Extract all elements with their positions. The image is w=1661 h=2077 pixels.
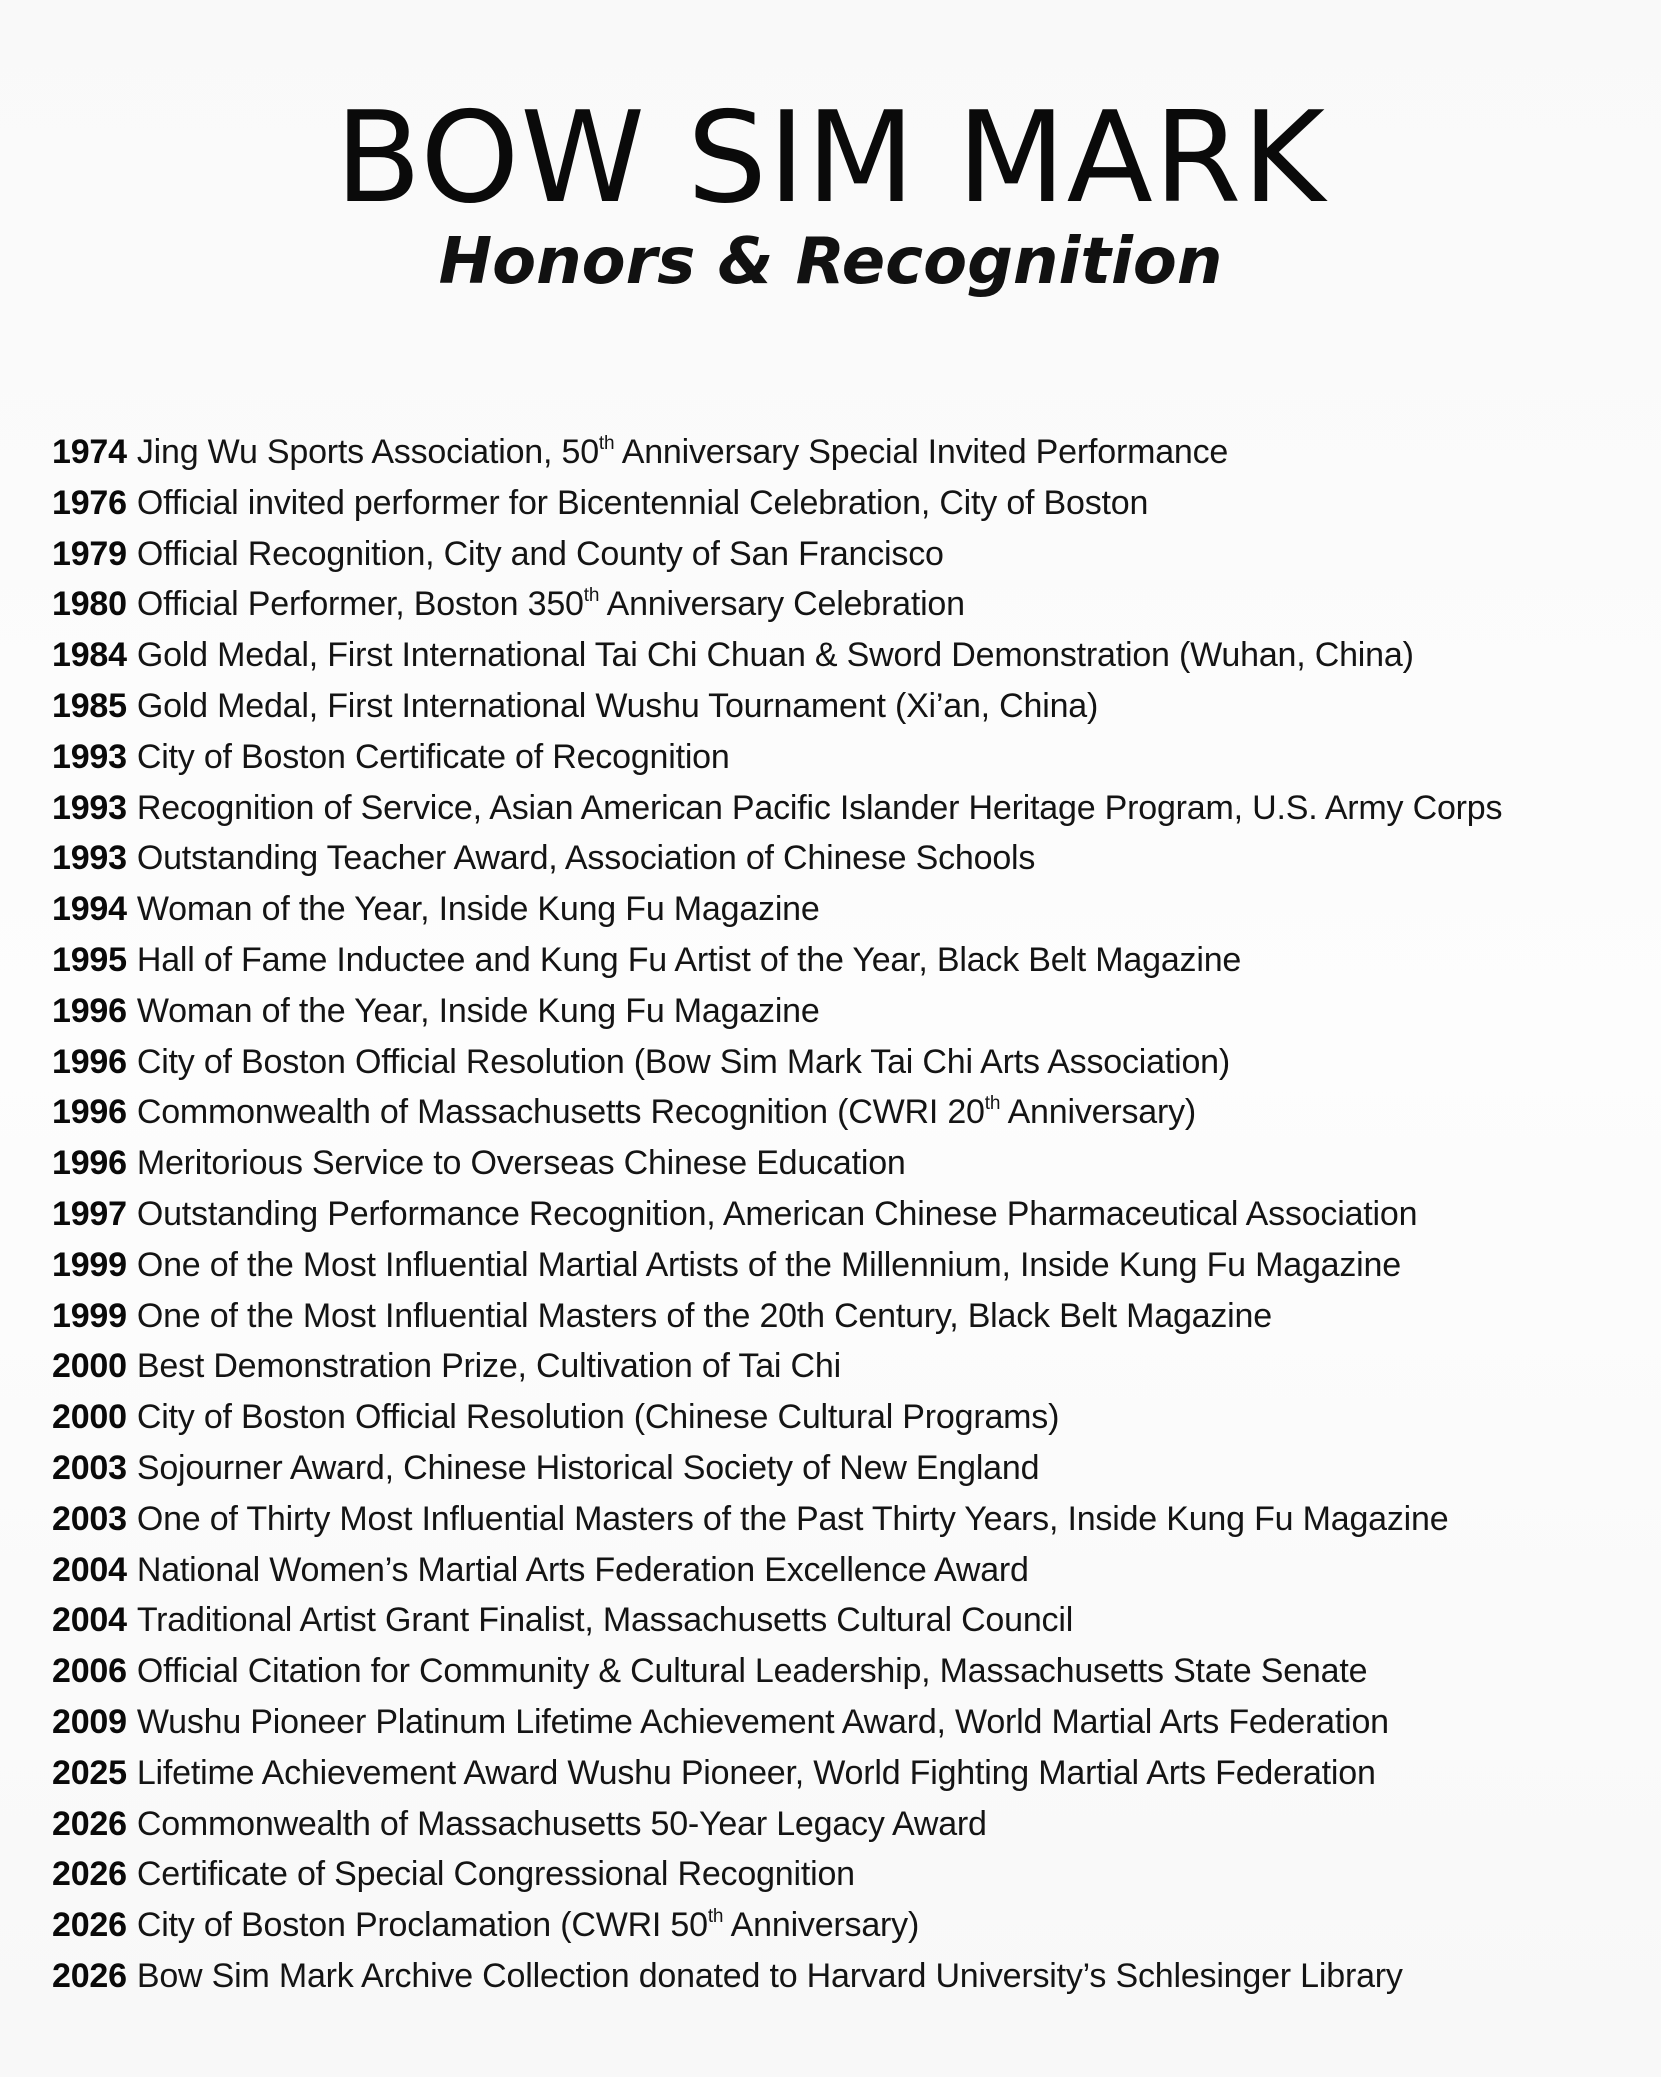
- entry-text: Official Recognition, City and County of San Francisco: [136, 534, 944, 573]
- entry-year: 1993: [52, 737, 127, 776]
- entry-text: Sojourner Award, Chinese Historical Society of New England: [136, 1448, 1040, 1487]
- entry-year: 2000: [52, 1347, 127, 1386]
- entry-year: 1984: [52, 636, 127, 675]
- list-item: [52, 427, 1642, 478]
- entry-text: Certificate of Special Congressional Recognition: [136, 1855, 855, 1894]
- entry-year: 1999: [52, 1245, 127, 1284]
- entry-year: 2026: [52, 1804, 127, 1843]
- entry-ordinal-suffix: th: [707, 1906, 724, 1928]
- entry-text: Recognition of Service, Asian American Pacific Islander Heritage Program, U.S. Army Corps: [136, 788, 1503, 827]
- list-item: [52, 1291, 1642, 1342]
- list-item: [52, 1951, 1642, 2002]
- entry-text: Woman of the Year, Inside Kung Fu Magazine: [136, 991, 820, 1030]
- entry-text: Official Citation for Community & Cultural Leadership, Massachusetts State Senate: [136, 1652, 1368, 1691]
- list-item: [52, 1443, 1642, 1494]
- entry-year: 2004: [52, 1550, 127, 1589]
- entry-text-tail: Anniversary): [723, 1906, 920, 1945]
- entry-text: City of Boston Official Resolution (Chinese Cultural Programs): [136, 1398, 1060, 1437]
- entry-text-tail: Anniversary Celebration: [599, 585, 965, 624]
- list-item: [52, 833, 1642, 884]
- entry-year: 2000: [52, 1398, 127, 1437]
- entry-text: Outstanding Teacher Award, Association of Chinese Schools: [136, 839, 1036, 878]
- list-item: [52, 579, 1642, 630]
- entry-year: 2025: [52, 1753, 127, 1792]
- list-item: [52, 478, 1642, 529]
- list-item: [52, 1494, 1642, 1545]
- entry-year: 1995: [52, 940, 127, 979]
- entry-text: Bow Sim Mark Archive Collection donated to Harvard University’s Schlesinger Library: [136, 1956, 1403, 1995]
- entry-year: 1994: [52, 890, 127, 929]
- entry-year: 2026: [52, 1855, 127, 1894]
- entry-text-tail: Anniversary): [1000, 1093, 1197, 1132]
- list-item: [52, 1849, 1642, 1900]
- list-item: [52, 732, 1642, 783]
- list-item: [52, 1545, 1642, 1596]
- entry-year: 2003: [52, 1448, 127, 1487]
- entry-text: Official invited performer for Bicentennial Celebration, City of Boston: [136, 483, 1149, 522]
- entry-text: Hall of Fame Inductee and Kung Fu Artist of the Year, Black Belt Magazine: [136, 940, 1242, 979]
- list-item: [52, 1138, 1642, 1189]
- entry-year: 1976: [52, 483, 127, 522]
- entry-text: One of the Most Influential Masters of the 20th Century, Black Belt Magazine: [136, 1296, 1272, 1335]
- list-item: [52, 681, 1642, 732]
- list-item: [52, 1037, 1642, 1088]
- entry-year: 1985: [52, 686, 127, 725]
- list-item: [52, 1240, 1642, 1291]
- honors-list: [52, 427, 1642, 2002]
- list-item: [52, 884, 1642, 935]
- entry-year: 1993: [52, 788, 127, 827]
- entry-text: One of Thirty Most Influential Masters of the Past Thirty Years, Inside Kung Fu Magazine: [136, 1499, 1449, 1538]
- entry-year: 1974: [52, 433, 127, 471]
- entry-text: Gold Medal, First International Tai Chi Chuan & Sword Demonstration (Wuhan, China): [136, 636, 1414, 675]
- entry-text: Commonwealth of Massachusetts 50-Year Legacy Award: [136, 1804, 987, 1843]
- list-item: [52, 1341, 1642, 1392]
- entry-year: 2004: [52, 1601, 127, 1640]
- entry-text: Traditional Artist Grant Finalist, Massachusetts Cultural Council: [136, 1601, 1074, 1640]
- entry-ordinal-suffix: th: [583, 585, 600, 607]
- entry-text: Wushu Pioneer Platinum Lifetime Achievement Award, World Martial Arts Federation: [136, 1702, 1389, 1741]
- list-item: [52, 630, 1642, 681]
- entry-text-tail: Anniversary Special Invited Performance: [614, 433, 1229, 471]
- entry-text: Gold Medal, First International Wushu Tournament (Xi’an, China): [136, 686, 1099, 725]
- entry-year: 2026: [52, 1956, 127, 1995]
- entry-year: 2009: [52, 1702, 127, 1741]
- entry-text: City of Boston Proclamation (CWRI 50: [136, 1906, 708, 1945]
- entry-text: City of Boston Certificate of Recognition: [136, 737, 730, 776]
- list-item: [52, 1646, 1642, 1697]
- list-item: [52, 1595, 1642, 1646]
- entry-text: Outstanding Performance Recognition, American Chinese Pharmaceutical Association: [136, 1194, 1418, 1233]
- list-item: [52, 1799, 1642, 1850]
- entry-text: City of Boston Official Resolution (Bow Sim Mark Tai Chi Arts Association): [136, 1042, 1230, 1081]
- entry-text: Official Performer, Boston 350: [136, 585, 584, 624]
- list-item: [52, 1087, 1642, 1138]
- list-item: [52, 1189, 1642, 1240]
- entry-text: Lifetime Achievement Award Wushu Pioneer, World Fighting Martial Arts Federation: [136, 1753, 1376, 1792]
- entry-ordinal-suffix: th: [598, 433, 615, 454]
- entry-year: 1997: [52, 1194, 127, 1233]
- list-item: [52, 1697, 1642, 1748]
- entry-text: Woman of the Year, Inside Kung Fu Magazine: [136, 890, 820, 929]
- entry-text: Meritorious Service to Overseas Chinese Education: [136, 1144, 906, 1183]
- entry-text: Best Demonstration Prize, Cultivation of Tai Chi: [136, 1347, 841, 1386]
- entry-year: 1993: [52, 839, 127, 878]
- entry-year: 1999: [52, 1296, 127, 1335]
- entry-text: Jing Wu Sports Association, 50: [136, 433, 599, 471]
- page-title: BOW SIM MARK: [334, 84, 1327, 231]
- entry-year: 2026: [52, 1906, 127, 1945]
- list-item: [52, 935, 1642, 986]
- list-item: [52, 986, 1642, 1037]
- entry-year: 2003: [52, 1499, 127, 1538]
- list-item: [52, 1748, 1642, 1799]
- entry-text: One of the Most Influential Martial Artists of the Millennium, Inside Kung Fu Magazine: [136, 1245, 1401, 1284]
- entry-text: Commonwealth of Massachusetts Recognition (CWRI 20: [136, 1093, 985, 1132]
- entry-year: 1996: [52, 1093, 127, 1132]
- entry-year: 1996: [52, 1144, 127, 1183]
- page-subtitle: Honors & Recognition: [438, 225, 1223, 299]
- entry-year: 1980: [52, 585, 127, 624]
- entry-ordinal-suffix: th: [984, 1093, 1001, 1115]
- entry-year: 1996: [52, 1042, 127, 1081]
- entry-year: 1979: [52, 534, 127, 573]
- entry-year: 2006: [52, 1652, 127, 1691]
- entry-text: National Women’s Martial Arts Federation Excellence Award: [136, 1550, 1029, 1589]
- list-item: [52, 1900, 1642, 1951]
- list-item: [52, 529, 1642, 580]
- entry-year: 1996: [52, 991, 127, 1030]
- list-item: [52, 1392, 1642, 1443]
- list-item: [52, 783, 1642, 834]
